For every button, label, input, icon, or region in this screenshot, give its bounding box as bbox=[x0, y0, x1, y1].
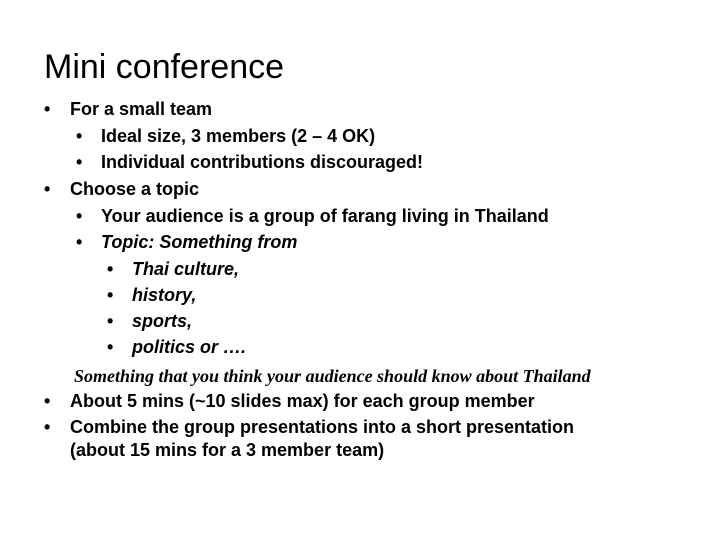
bullet-marker: • bbox=[44, 391, 51, 411]
bullet-marker: • bbox=[44, 417, 51, 437]
bullet-marker: • bbox=[107, 259, 114, 279]
bullet-marker: • bbox=[44, 99, 51, 119]
slide-title: Mini conference bbox=[44, 48, 285, 86]
bullet-team: For a small team bbox=[70, 99, 213, 119]
bullet-combine: Combine the group presentations into a short presentation bbox=[70, 417, 575, 437]
bullet-marker: • bbox=[44, 179, 51, 199]
bullet-sports: sports, bbox=[132, 311, 193, 331]
bullet-marker: • bbox=[76, 232, 83, 252]
bullet-thai-culture: Thai culture, bbox=[132, 259, 240, 279]
bullet-marker: • bbox=[107, 337, 114, 357]
bullet-history: history, bbox=[132, 285, 197, 305]
bullet-ideal-size: Ideal size, 3 members (2 – 4 OK) bbox=[101, 126, 376, 146]
bullet-duration: About 5 mins (~10 slides max) for each group member bbox=[70, 391, 535, 411]
bullet-marker: • bbox=[107, 311, 114, 331]
bullet-audience: Your audience is a group of farang living in Thailand bbox=[101, 206, 549, 226]
bullet-politics: politics or …. bbox=[132, 337, 247, 357]
bullet-choose-topic: Choose a topic bbox=[70, 179, 200, 199]
bullet-marker: • bbox=[76, 206, 83, 226]
bullet-topic: Topic: Something from bbox=[101, 232, 298, 252]
bullet-individual: Individual contributions discouraged! bbox=[101, 152, 424, 172]
bullet-marker: • bbox=[107, 285, 114, 305]
note-text: Something that you think your audience should know about Thailand bbox=[74, 366, 591, 386]
bullet-marker: • bbox=[76, 152, 83, 172]
bullet-combine-continuation: (about 15 mins for a 3 member team) bbox=[70, 440, 385, 460]
bullet-marker: • bbox=[76, 126, 83, 146]
